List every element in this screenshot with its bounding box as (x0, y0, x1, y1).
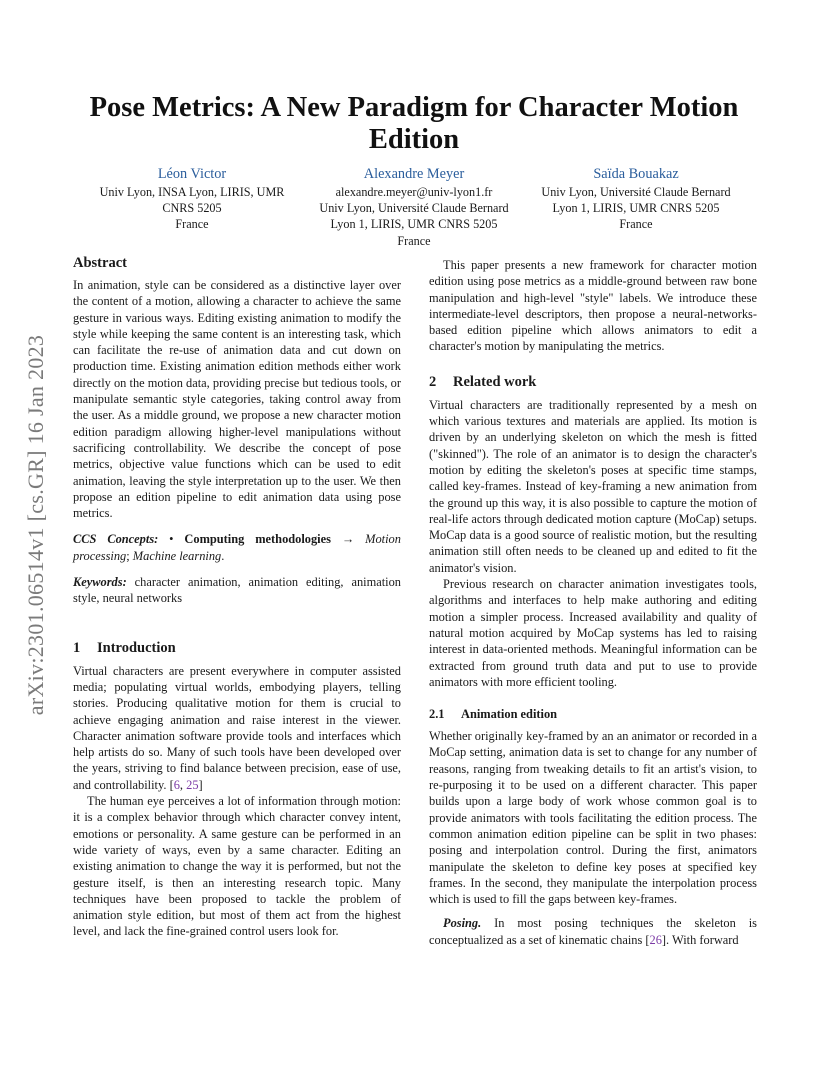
author-country: France (619, 217, 653, 232)
author-affiliation: Univ Lyon, INSA Lyon, LIRIS, UMR (99, 185, 285, 199)
author-email[interactable]: alexandre.meyer@univ-lyon1.fr (335, 185, 493, 199)
author-3 (524, 165, 748, 233)
citation-link[interactable]: 25 (186, 777, 199, 792)
author-2 (302, 165, 526, 249)
animation-edition-paragraph: Whether originally key-framed by an an animator or recorded in a MoCap setting, animation data is set to change for any number of reasons, ranging from tweaking details to fit an artist's vision, to re-purposing it to be used on a different character. This paper builds upon a large body of work whose common goal is to provide animators with tools facilitating the edition process. The common animation edition pipeline can be split in two phases: posing and interpolation control. During the first, animators manipulate the skeleton to define key poses at specified key frames. In the second, they manipulate the interpolation process which is used to fill the gaps between key-frames. (429, 729, 757, 907)
abstract-text: In animation, style can be considered as a distinctive layer over the content of a motion, allowing a character to achieve the same gesture in various ways. Editing existing animation to modify the style while keeping the same content is an interesting task, which can facilitate the re-use of animation data and cut down on production time. Existing animation edition methods either work directly on the motion data, providing precise but tedious tools, or manipulate semantic style categories, taking control away from the user. As a middle ground, we propose a new character motion edition paradigm allowing higher-level manipulations without sacrificing controllability. We describe the concept of pose metrics, objective value functions which can be used to edit animation, leaving the style interpretation up to the user. We then propose an edition pipeline to edit animation data using pose metrics. (73, 278, 401, 521)
arxiv-stamp: arXiv:2301.06514v1 [cs.GR] 16 Jan 2023 (23, 334, 49, 716)
author-affiliation: Lyon 1, LIRIS, UMR CNRS 5205 (552, 201, 720, 216)
author-affiliation: Univ Lyon, Université Claude Bernard (541, 185, 731, 199)
intro-paragraph-2: The human eye perceives a lot of information through motion: it is a complex behavior through which character convey intent, emotions or personality. A same gesture can be performed in an wide variety of ways, even by a same character. Editing an existing animation to change the way it is performed, but not the gesture itself, is then an interesting research topic. Many techniques have been proposed to tackle the problem of animation style edition, but most of them act from the highest level, and lack the fine-grained control users look for. (73, 794, 401, 939)
section-heading-related-work: 2 Related work (429, 373, 537, 390)
author-affiliation: CNRS 5205 (162, 201, 222, 216)
author-affiliation: Lyon 1, LIRIS, UMR CNRS 5205 (330, 217, 498, 232)
author-name[interactable]: Alexandre Meyer (363, 166, 465, 182)
ccs-concepts: CCS Concepts: • Computing methodologies → Motion processing; Machine learning. (73, 532, 401, 563)
title-line-2: Edition (368, 124, 460, 155)
related-paragraph-1: Virtual characters are traditionally represented by a mesh on which various textures and materials are applied. Its motion is driven by an underlying skeleton on which the mesh is fitted ("skinned"). The role of an animator is to design the character's motion by editing the skeleton's poses at specific time stamps, called key-frames. Instead of key-framing a new animation from the ground up this way, it is also possible to capture the motion of real-life actors through dedicated motion capture (MoCap) setups. MoCap data is a good source of realistic motion, but the resulting animation still often needs to be cleaned up and edited to fit the animator's vision. (429, 397, 757, 575)
citation-link[interactable]: 26 (649, 932, 662, 947)
section-heading-introduction: 1 Introduction (73, 639, 176, 656)
author-country: France (175, 217, 209, 232)
left-column (73, 254, 401, 940)
right-column (429, 254, 757, 948)
abstract-heading: Abstract (73, 255, 127, 271)
author-1 (80, 165, 304, 233)
intro-paragraph-3: This paper presents a new framework for character motion edition using pose metrics as a middle-ground between raw bone manipulation and high-level "style" labels. We introduce these intermediate-level descriptors, then propose a neural-networks-based edition pipeline which allows animators to edit a character's motion by manipulating the metrics. (429, 258, 757, 354)
author-name[interactable]: Léon Victor (157, 166, 227, 182)
title-line-1: Pose Metrics: A New Paradigm for Character Motion (89, 92, 739, 123)
author-country: France (397, 233, 431, 248)
keywords: Keywords: character animation, animation editing, animation style, neural networks (73, 575, 401, 606)
paper-title (70, 92, 758, 156)
author-affiliation: Univ Lyon, Université Claude Bernard (319, 201, 509, 216)
citation-link[interactable]: 6 (173, 777, 180, 792)
posing-paragraph: Posing. In most posing techniques the skeleton is conceptualized as a set of kinematic chains [26]. With forward (429, 916, 757, 947)
subsection-heading-animation-edition: 2.1 Animation edition (429, 707, 558, 722)
author-name[interactable]: Saïda Bouakaz (593, 166, 679, 182)
intro-paragraph-1: Virtual characters are present everywhere in computer assisted media; populating virtual worlds, embodying players, telling stories. Producing qualitative motion for them is crucial to achieve engaging animation and raise interest in the viewer. Character animation software provide tools and interfaces which help artists do so. Many of such tools have been developed over the years, striving to find balance between precision, ease of use, and controllability. [6, 25] (73, 663, 401, 792)
related-paragraph-2: Previous research on character animation investigates tools, algorithms and interfaces to help make authoring and editing motion a simpler process. Increased availability and quality of natural motion acquired by MoCap systems has led to raising interest in data-oriented methods. Meaningful information can be extracted from ground truth data and put to use to provide animators with more efficient tooling. (429, 577, 757, 689)
